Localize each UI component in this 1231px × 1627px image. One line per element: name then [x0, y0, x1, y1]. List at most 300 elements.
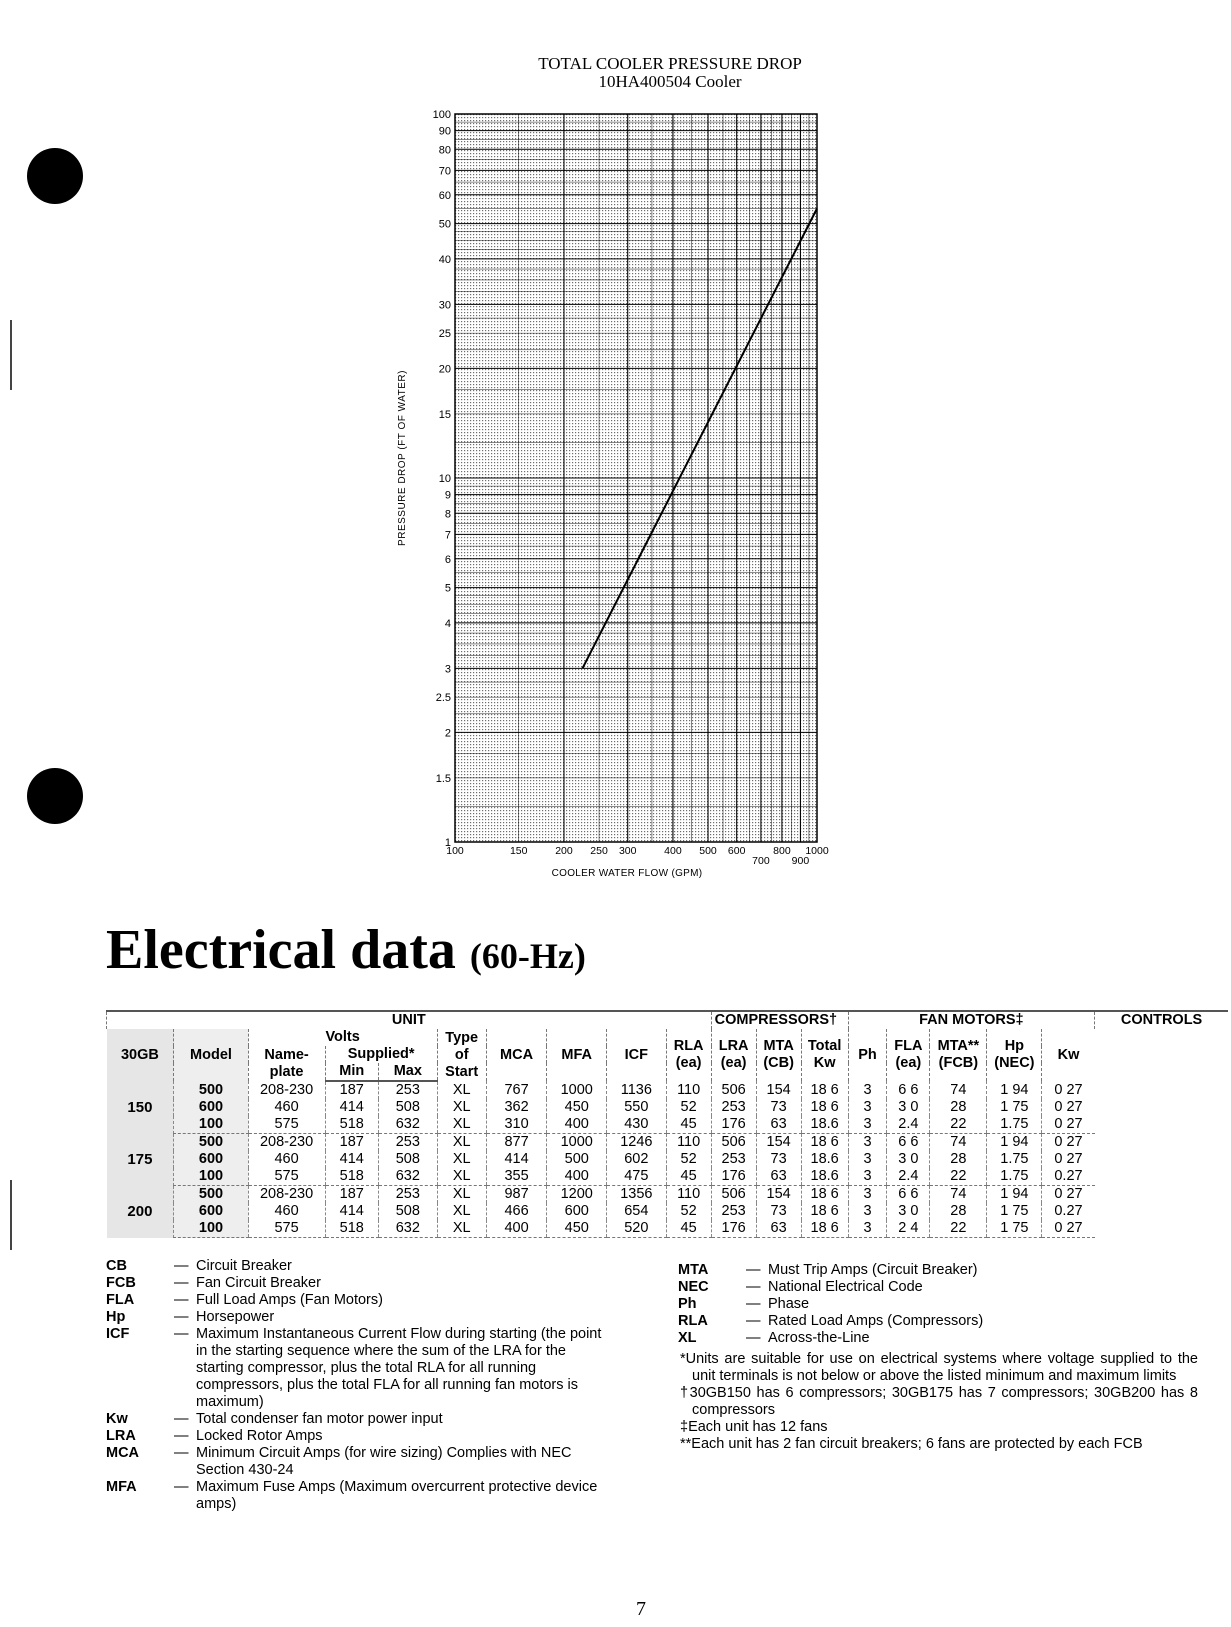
cell-hp: 1 75	[987, 1099, 1042, 1116]
cell-mta-fcb: 28	[930, 1099, 987, 1116]
margin-mark	[10, 1180, 12, 1250]
cell-start: XL	[437, 1134, 486, 1152]
cell-start: XL	[437, 1203, 486, 1220]
cell-fla: 6 6	[887, 1186, 930, 1204]
legend-def: Across-the-Line	[768, 1330, 870, 1346]
legend-item	[106, 1275, 614, 1292]
cell-mca: 767	[486, 1081, 547, 1099]
table-row	[107, 1203, 1229, 1220]
legend-dash: —	[746, 1262, 761, 1278]
cell-mfa: 600	[547, 1203, 607, 1220]
cell-mta-fcb: 22	[930, 1116, 987, 1134]
cell-min: 414	[325, 1203, 378, 1220]
cell-kw: 0 27	[1042, 1116, 1095, 1134]
header-fan-motors: FAN MOTORS‡	[848, 1011, 1094, 1029]
header-supplied: Supplied*	[325, 1046, 437, 1063]
cell-nameplate: 575	[248, 1168, 325, 1186]
cell-start: XL	[437, 1186, 486, 1204]
cell-start: XL	[437, 1099, 486, 1116]
legend-dash: —	[746, 1313, 761, 1329]
x-tick-label: 700	[752, 855, 770, 867]
electrical-title-text: Electrical data	[106, 919, 456, 981]
cell-ph: 3	[848, 1220, 887, 1238]
y-tick-label: 2.5	[435, 692, 451, 705]
cell-nameplate: 208-230	[248, 1081, 325, 1099]
cell-hp: 1 94	[987, 1081, 1042, 1099]
cell-mfa: 400	[547, 1168, 607, 1186]
header-model: Model	[174, 1029, 248, 1081]
y-tick-label: 15	[438, 408, 451, 421]
legend-abbr: FCB	[106, 1275, 136, 1291]
pressure-drop-chart	[395, 108, 855, 888]
cell-model: 500	[174, 1186, 248, 1204]
y-tick-label: 1.5	[435, 772, 451, 785]
footnote-compressors: †30GB150 has 6 compressors; 30GB175 has 7 compressors; 30GB200 has 8 compressors	[680, 1385, 1198, 1418]
cell-min: 187	[325, 1134, 378, 1152]
y-tick-label: 30	[438, 299, 451, 312]
cell-nameplate: 575	[248, 1220, 325, 1238]
cell-model: 600	[174, 1203, 248, 1220]
cell-kw: 0 27	[1042, 1186, 1095, 1204]
legend-dash: —	[174, 1411, 189, 1427]
chart-title: TOTAL COOLER PRESSURE DROP	[538, 54, 802, 73]
cell-fla: 6 6	[887, 1081, 930, 1099]
cell-total-kw: 18 6	[801, 1134, 848, 1152]
legend-item	[106, 1309, 614, 1326]
cell-icf: 602	[607, 1151, 667, 1168]
cell-fla: 3 0	[887, 1099, 930, 1116]
cell-mca: 414	[486, 1151, 547, 1168]
cell-ph: 3	[848, 1151, 887, 1168]
cell-mta: 154	[756, 1186, 801, 1204]
x-tick-label: 1000	[805, 845, 829, 857]
legend-item	[106, 1326, 614, 1411]
cell-rla: 45	[666, 1220, 711, 1238]
legend-abbr: FLA	[106, 1292, 135, 1308]
y-tick-label: 50	[438, 218, 451, 231]
header-30gb: 30GB	[107, 1029, 174, 1081]
electrical-data-table	[106, 1010, 1228, 1238]
legend-dash: —	[746, 1296, 761, 1312]
cell-total-kw: 18 6	[801, 1203, 848, 1220]
header-mca: MCA	[486, 1029, 547, 1081]
legend-item	[106, 1479, 614, 1513]
header-rla: RLA (ea)	[666, 1029, 711, 1081]
table-row	[107, 1081, 1229, 1099]
cell-mta: 154	[756, 1134, 801, 1152]
header-icf: ICF	[607, 1029, 667, 1081]
y-tick-label: 20	[438, 363, 451, 376]
cell-fla: 2.4	[887, 1116, 930, 1134]
footnote-fans: ‡Each unit has 12 fans	[680, 1419, 828, 1435]
legend-dash: —	[174, 1479, 189, 1495]
header-volts: Volts	[248, 1029, 437, 1046]
cell-nameplate: 460	[248, 1099, 325, 1116]
legend-abbr: Kw	[106, 1411, 128, 1427]
cell-start: XL	[437, 1116, 486, 1134]
cell-size: 150	[107, 1081, 174, 1134]
legend-def: Rated Load Amps (Compressors)	[768, 1313, 984, 1329]
legend-def: National Electrical Code	[768, 1279, 923, 1295]
cell-ph: 3	[848, 1081, 887, 1099]
cell-rla: 110	[666, 1134, 711, 1152]
header-hp-nec: Hp (NEC)	[987, 1029, 1042, 1081]
cell-lra: 176	[711, 1220, 756, 1238]
cell-hp: 1 94	[987, 1134, 1042, 1152]
cell-ph: 3	[848, 1168, 887, 1186]
y-tick-label: 90	[438, 125, 451, 138]
x-tick-label: 500	[699, 845, 717, 857]
y-tick-label: 2	[444, 727, 451, 740]
cell-mca: 466	[486, 1203, 547, 1220]
x-tick-label: 600	[727, 845, 746, 857]
cell-min: 187	[325, 1081, 378, 1099]
cell-rla: 52	[666, 1203, 711, 1220]
legend-right	[678, 1262, 1198, 1347]
cell-kw: 0 27	[1042, 1151, 1095, 1168]
y-tick-label: 80	[438, 144, 451, 157]
cell-start: XL	[437, 1168, 486, 1186]
footnote-fan-breakers: **Each unit has 2 fan circuit breakers; 6 fans are protected by each FCB	[680, 1436, 1143, 1452]
cell-nameplate: 460	[248, 1151, 325, 1168]
header-max: Max	[378, 1063, 437, 1081]
cell-min: 414	[325, 1099, 378, 1116]
y-tick-label: 70	[438, 165, 451, 178]
cell-fla: 2.4	[887, 1168, 930, 1186]
cell-total-kw: 18 6	[801, 1220, 848, 1238]
cell-lra: 176	[711, 1116, 756, 1134]
legend-abbr: XL	[678, 1330, 697, 1346]
header-fla: FLA (ea)	[887, 1029, 930, 1081]
legend-abbr: RLA	[678, 1313, 708, 1329]
legend-dash: —	[174, 1258, 189, 1274]
cell-icf: 1136	[607, 1081, 667, 1099]
legend-def: Maximum Fuse Amps (Maximum overcurrent protective device amps)	[196, 1479, 598, 1512]
x-axis-label: COOLER WATER FLOW (GPM)	[551, 868, 703, 879]
y-tick-label: 4	[444, 617, 451, 630]
cell-mta-fcb: 74	[930, 1186, 987, 1204]
legend-left	[106, 1258, 614, 1513]
cell-mfa: 1000	[547, 1081, 607, 1099]
cell-mca: 310	[486, 1116, 547, 1134]
cell-fla: 6 6	[887, 1134, 930, 1152]
cell-mta: 154	[756, 1081, 801, 1099]
y-tick-label: 60	[438, 189, 451, 202]
cell-model: 500	[174, 1134, 248, 1152]
legend-abbr: LRA	[106, 1428, 136, 1444]
legend-dash: —	[174, 1275, 189, 1291]
x-tick-label: 300	[618, 845, 637, 857]
chart-subtitle: 10HA400504 Cooler	[598, 72, 742, 91]
cell-lra: 253	[711, 1099, 756, 1116]
cell-total-kw: 18.6	[801, 1151, 848, 1168]
cell-nameplate: 208-230	[248, 1134, 325, 1152]
cell-start: XL	[437, 1151, 486, 1168]
x-tick-label: 200	[555, 845, 573, 857]
cell-mca: 400	[486, 1220, 547, 1238]
cell-kw: 0.27	[1042, 1203, 1095, 1220]
header-controls: CONTROLS	[1095, 1011, 1228, 1029]
header-mfa: MFA	[547, 1029, 607, 1081]
cell-model: 600	[174, 1151, 248, 1168]
legend-def: Locked Rotor Amps	[196, 1428, 323, 1444]
legend-def: Circuit Breaker	[196, 1258, 292, 1274]
cell-size: 175	[107, 1134, 174, 1186]
cell-icf: 550	[607, 1099, 667, 1116]
cell-icf: 1246	[607, 1134, 667, 1152]
legend-item	[106, 1445, 614, 1479]
legend-abbr: MFA	[106, 1479, 137, 1495]
cell-min: 414	[325, 1151, 378, 1168]
y-tick-label: 9	[444, 489, 451, 502]
cell-mca: 362	[486, 1099, 547, 1116]
cell-icf: 520	[607, 1220, 667, 1238]
cell-kw: 0.27	[1042, 1168, 1095, 1186]
cell-model: 100	[174, 1116, 248, 1134]
legend-item	[678, 1262, 1198, 1279]
cell-hp: 1.75	[987, 1116, 1042, 1134]
cell-rla: 52	[666, 1099, 711, 1116]
legend-abbr: NEC	[678, 1279, 709, 1295]
legend-def: Minimum Circuit Amps (for wire sizing) Complies with NEC Section 430-24	[196, 1445, 572, 1478]
cell-fla: 3 0	[887, 1151, 930, 1168]
cell-mca: 877	[486, 1134, 547, 1152]
cell-ph: 3	[848, 1116, 887, 1134]
header-total-kw: Total Kw	[801, 1029, 848, 1081]
y-tick-label: 8	[444, 508, 451, 521]
y-tick-label: 7	[444, 529, 451, 542]
margin-mark	[10, 320, 12, 390]
table-row	[107, 1186, 1229, 1204]
cell-total-kw: 18.6	[801, 1168, 848, 1186]
cell-nameplate: 575	[248, 1116, 325, 1134]
legend-dash: —	[174, 1428, 189, 1444]
y-tick-label: 100	[432, 109, 451, 121]
cell-mta: 63	[756, 1116, 801, 1134]
cell-mta-fcb: 22	[930, 1168, 987, 1186]
cell-start: XL	[437, 1081, 486, 1099]
cell-ph: 3	[848, 1134, 887, 1152]
cell-rla: 110	[666, 1186, 711, 1204]
header-type-of-start: Type of Start	[437, 1029, 486, 1081]
legend-abbr: MCA	[106, 1445, 140, 1461]
punch-hole-top	[27, 148, 83, 204]
cell-total-kw: 18.6	[801, 1116, 848, 1134]
legend-dash: —	[746, 1330, 761, 1346]
legend-item	[106, 1292, 614, 1309]
y-tick-label: 6	[444, 553, 451, 566]
legend-abbr: MTA	[678, 1262, 709, 1278]
cell-hp: 1.75	[987, 1151, 1042, 1168]
table-row	[107, 1099, 1229, 1116]
legend-def: Phase	[768, 1296, 810, 1312]
legend-abbr: CB	[106, 1258, 127, 1274]
cell-max: 632	[378, 1168, 437, 1186]
table-row	[107, 1220, 1229, 1238]
y-tick-label: 5	[444, 582, 451, 595]
cell-mca: 987	[486, 1186, 547, 1204]
cell-model: 600	[174, 1099, 248, 1116]
cell-mfa: 450	[547, 1220, 607, 1238]
cell-lra: 506	[711, 1134, 756, 1152]
cell-mfa: 450	[547, 1099, 607, 1116]
table-row	[107, 1151, 1229, 1168]
cell-max: 508	[378, 1151, 437, 1168]
cell-mta-fcb: 28	[930, 1203, 987, 1220]
cell-icf: 430	[607, 1116, 667, 1134]
cell-mta-fcb: 22	[930, 1220, 987, 1238]
legend-abbr: ICF	[106, 1326, 130, 1342]
cell-max: 632	[378, 1116, 437, 1134]
legend-item	[106, 1428, 614, 1445]
cell-ph: 3	[848, 1099, 887, 1116]
header-ph: Ph	[848, 1029, 887, 1081]
cell-total-kw: 18 6	[801, 1081, 848, 1099]
table-row	[107, 1168, 1229, 1186]
y-tick-label: 3	[444, 663, 451, 676]
cell-icf: 654	[607, 1203, 667, 1220]
x-tick-label: 150	[509, 845, 528, 857]
cell-nameplate: 460	[248, 1203, 325, 1220]
footnotes	[678, 1351, 1198, 1453]
cell-rla: 52	[666, 1151, 711, 1168]
table-row	[107, 1134, 1229, 1152]
cell-mta-fcb: 28	[930, 1151, 987, 1168]
cell-kw: 0 27	[1042, 1099, 1095, 1116]
legend-def: Fan Circuit Breaker	[196, 1275, 321, 1291]
cell-lra: 176	[711, 1168, 756, 1186]
cell-fla: 3 0	[887, 1203, 930, 1220]
cell-ph: 3	[848, 1186, 887, 1204]
cell-kw: 0 27	[1042, 1220, 1095, 1238]
legend-item	[106, 1411, 614, 1428]
cell-min: 187	[325, 1186, 378, 1204]
cell-lra: 253	[711, 1203, 756, 1220]
header-compressors: COMPRESSORS†	[711, 1011, 848, 1029]
cell-rla: 110	[666, 1081, 711, 1099]
legend-dash: —	[174, 1445, 189, 1461]
cell-hp: 1 94	[987, 1186, 1042, 1204]
cell-mfa: 1000	[547, 1134, 607, 1152]
cell-min: 518	[325, 1116, 378, 1134]
x-tick-label: 250	[590, 845, 608, 857]
cell-fla: 2 4	[887, 1220, 930, 1238]
legend-dash: —	[746, 1279, 761, 1295]
legend-def: Full Load Amps (Fan Motors)	[196, 1292, 383, 1308]
cell-max: 632	[378, 1220, 437, 1238]
cell-size: 200	[107, 1186, 174, 1238]
cell-nameplate: 208-230	[248, 1186, 325, 1204]
cell-min: 518	[325, 1168, 378, 1186]
cell-ph: 3	[848, 1203, 887, 1220]
legend-def: Horsepower	[196, 1309, 275, 1325]
cell-model: 100	[174, 1168, 248, 1186]
chart-title-block	[440, 55, 900, 91]
cell-icf: 475	[607, 1168, 667, 1186]
cell-mta: 63	[756, 1220, 801, 1238]
y-tick-label: 25	[438, 328, 451, 341]
cell-mta: 63	[756, 1168, 801, 1186]
cell-min: 518	[325, 1220, 378, 1238]
y-tick-label: 10	[438, 473, 451, 485]
cell-mta: 73	[756, 1099, 801, 1116]
x-tick-label: 900	[791, 855, 810, 867]
cell-mta: 73	[756, 1151, 801, 1168]
cell-mfa: 500	[547, 1151, 607, 1168]
cell-hp: 1.75	[987, 1168, 1042, 1186]
cell-mta-fcb: 74	[930, 1081, 987, 1099]
cell-hp: 1 75	[987, 1203, 1042, 1220]
header-lra: LRA (ea)	[711, 1029, 756, 1081]
header-unit: UNIT	[107, 1011, 712, 1029]
header-kw: Kw	[1042, 1029, 1095, 1081]
legend-item	[678, 1296, 1198, 1313]
cell-max: 253	[378, 1134, 437, 1152]
header-mta-cb: MTA (CB)	[756, 1029, 801, 1081]
cell-mta-fcb: 74	[930, 1134, 987, 1152]
legend-item	[678, 1313, 1198, 1330]
cell-lra: 253	[711, 1151, 756, 1168]
header-mta-fcb: MTA** (FCB)	[930, 1029, 987, 1081]
cell-model: 100	[174, 1220, 248, 1238]
cell-mfa: 400	[547, 1116, 607, 1134]
legend-dash: —	[174, 1309, 189, 1325]
y-axis-label: PRESSURE DROP (FT OF WATER)	[397, 370, 408, 546]
legend-item	[678, 1279, 1198, 1296]
y-tick-label: 40	[438, 253, 451, 266]
cell-kw: 0 27	[1042, 1081, 1095, 1099]
cell-kw: 0 27	[1042, 1134, 1095, 1152]
legend-abbr: Ph	[678, 1296, 697, 1312]
cell-total-kw: 18 6	[801, 1099, 848, 1116]
cell-max: 508	[378, 1203, 437, 1220]
cell-rla: 45	[666, 1116, 711, 1134]
cell-rla: 45	[666, 1168, 711, 1186]
cell-model: 500	[174, 1081, 248, 1099]
cell-mfa: 1200	[547, 1186, 607, 1204]
cell-lra: 506	[711, 1186, 756, 1204]
footnote-voltage: *Units are suitable for use on electrical systems where voltage supplied to the unit terminals is not below or above the listed minimum and maximum limits	[680, 1351, 1198, 1384]
legend-item	[678, 1330, 1198, 1347]
cell-total-kw: 18 6	[801, 1186, 848, 1204]
electrical-subtitle: (60-Hz)	[469, 936, 586, 976]
legend-dash: —	[174, 1326, 189, 1342]
legend-def: Maximum Instantaneous Current Flow during starting (the point in the starting sequence where the sum of the LRA for the starting compressor, plus the total RLA for all running compressors, plus the total FLA for all running fan motors is maximum)	[196, 1326, 602, 1410]
legend-def: Must Trip Amps (Circuit Breaker)	[768, 1262, 978, 1278]
x-tick-label: 100	[446, 845, 464, 857]
cell-lra: 506	[711, 1081, 756, 1099]
electrical-data-title	[106, 920, 586, 986]
page-number: 7	[636, 1598, 646, 1620]
legend-def: Total condenser fan motor power input	[196, 1411, 443, 1427]
legend-dash: —	[174, 1292, 189, 1308]
header-min: Min	[325, 1063, 378, 1081]
punch-hole-bottom	[27, 768, 83, 824]
header-nameplate: Name-plate	[248, 1046, 325, 1081]
cell-max: 253	[378, 1186, 437, 1204]
cell-hp: 1 75	[987, 1220, 1042, 1238]
cell-max: 508	[378, 1099, 437, 1116]
cell-start: XL	[437, 1220, 486, 1238]
cell-mta: 73	[756, 1203, 801, 1220]
x-tick-label: 400	[664, 845, 682, 857]
cell-mca: 355	[486, 1168, 547, 1186]
legend-abbr: Hp	[106, 1309, 126, 1325]
y-tick-label: 1	[444, 837, 451, 849]
cell-max: 253	[378, 1081, 437, 1099]
legend-item	[106, 1258, 614, 1275]
cell-icf: 1356	[607, 1186, 667, 1204]
